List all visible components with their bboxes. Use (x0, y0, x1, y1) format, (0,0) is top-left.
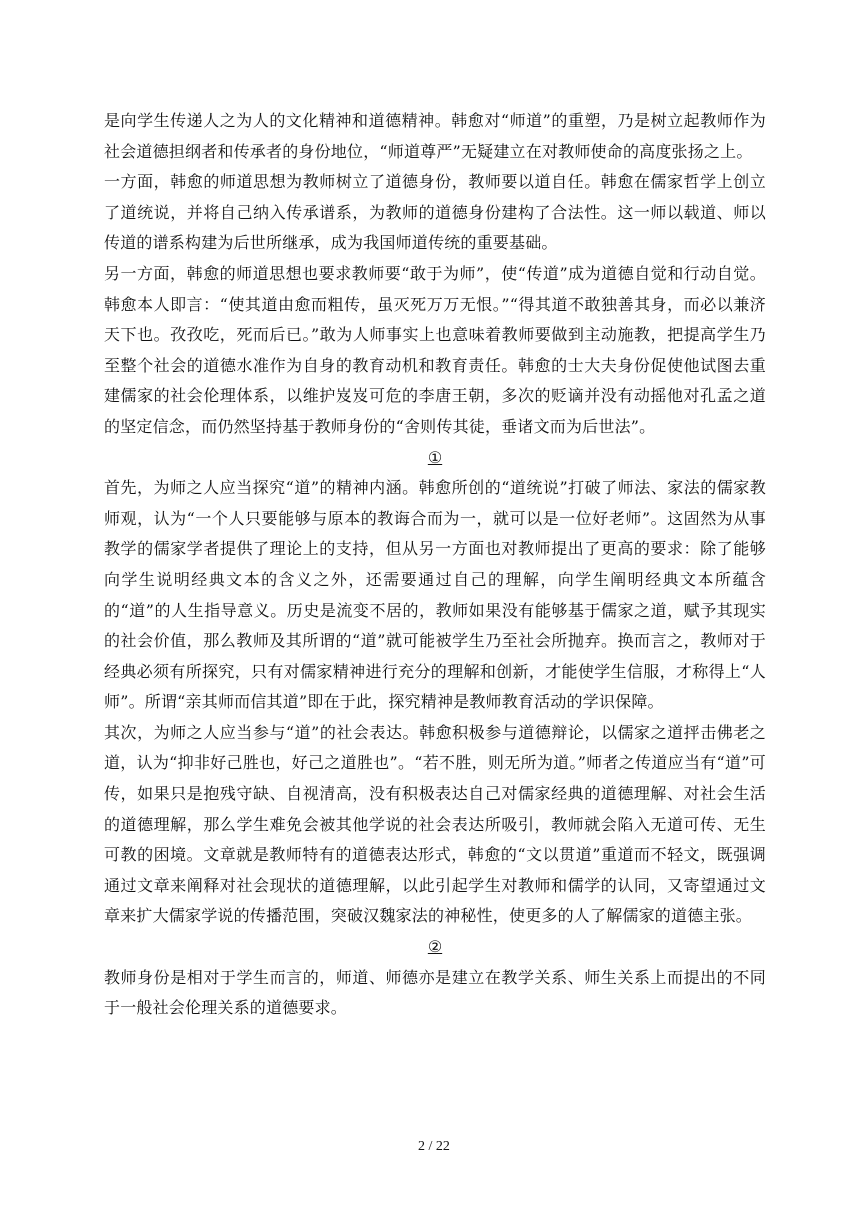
paragraph-dare-to-teach: 另一方面，韩愈的师道思想也要求教师要“敢于为师”，使“传道”成为道德自觉和行动自觉。韩愈本人即言：“使其道由愈而粗传，虽灭死万万无恨。”“得其道不敢独善其身，而必以兼济天下也。孜孜吃，死而后已。”敢为人师事实上也意味着教师要做到主动施教，把提高学生乃至整个社会的道德水准作为自身的教育动机和教育责任。韩愈的士大夫身份促使他试图去重建儒家的社会伦理体系，以维护岌岌可危的李唐王朝，多次的贬谪并没有动摇他对孔孟之道的坚定信念，而仍然坚持基于教师身份的“舍则传其徒，垂诸文而为后世法”。 (104, 263, 766, 436)
paragraph-express-dao: 其次，为师之人应当参与“道”的社会表达。韩愈积极参与道德辩论，以儒家之道抨击佛老之道，认为“抑非好己胜也，好己之道胜也”。“若不胜，则无所为道。”师者之传道应当有“道”可传，如果只是抱残守缺、自视清高，没有积极表达自己对儒家经典的道德理解、对社会生活的道德理解，那么学生难免会被其他学说的社会表达所吸引，教师就会陷入无道可传、无生可教的困境。文章就是教师特有的道德表达形式，韩愈的“文以贯道”重道而不轻文，既强调通过文章来阐释对社会现状的道德理解，以此引起学生对教师和儒学的认同，又寄望通过文章来扩大儒家学说的传播范围，突破汉魏家法的神秘性，使更多的人了解儒家的道德主张。 (104, 722, 766, 926)
section-marker-1: ① (427, 447, 443, 467)
page-number: 2 / 22 (418, 1139, 450, 1154)
paragraph-moral-identity: 一方面，韩愈的师道思想为教师树立了道德身份，教师要以道自任。韩愈在儒家哲学上创立了道统说，并将自己纳入传承谱系，为教师的道德身份建构了合法性。这一师以载道、师以传道的谱系构建为后世所继承，成为我国师道传统的重要基础。 (104, 172, 766, 253)
section-marker-2: ② (427, 937, 443, 957)
paragraph-explore-dao: 首先，为师之人应当探究“道”的精神内涵。韩愈所创的“道统说”打破了师法、家法的儒家教师观，认为“一个人只要能够与原本的教诲合而为一，就可以是一位好老师”。这固然为从事教学的儒家学者提供了理论上的支持，但从另一方面也对教师提出了更高的要求：除了能够向学生说明经典文本的含义之外，还需要通过自己的理解，向学生阐明经典文本所蕴含的“道”的人生指导意义。历史是流变不居的，教师如果没有能够基于儒家之道，赋予其现实的社会价值，那么教师及其所谓的“道”就可能被学生乃至社会所抛弃。换而言之，教师对于经典必须有所探究，只有对儒家精神进行充分的理解和创新，才能使学生信服，才称得上“人师”。所谓“亲其师而信其道”即在于此，探究精神是教师教育活动的学识保障。 (104, 478, 766, 712)
document-body (104, 106, 766, 1024)
paragraph-teacher-identity: 教师身份是相对于学生而言的，师道、师德亦是建立在教学关系、师生关系上而提出的不同于一般社会伦理关系的道德要求。 (104, 967, 766, 1018)
paragraph-teacher-mission: 是向学生传递人之为人的文化精神和道德精神。韩愈对“师道”的重塑，乃是树立起教师作为社会道德担纲者和传承者的身份地位，“师道尊严”无疑建立在对教师使命的高度张扬之上。 (104, 111, 766, 161)
